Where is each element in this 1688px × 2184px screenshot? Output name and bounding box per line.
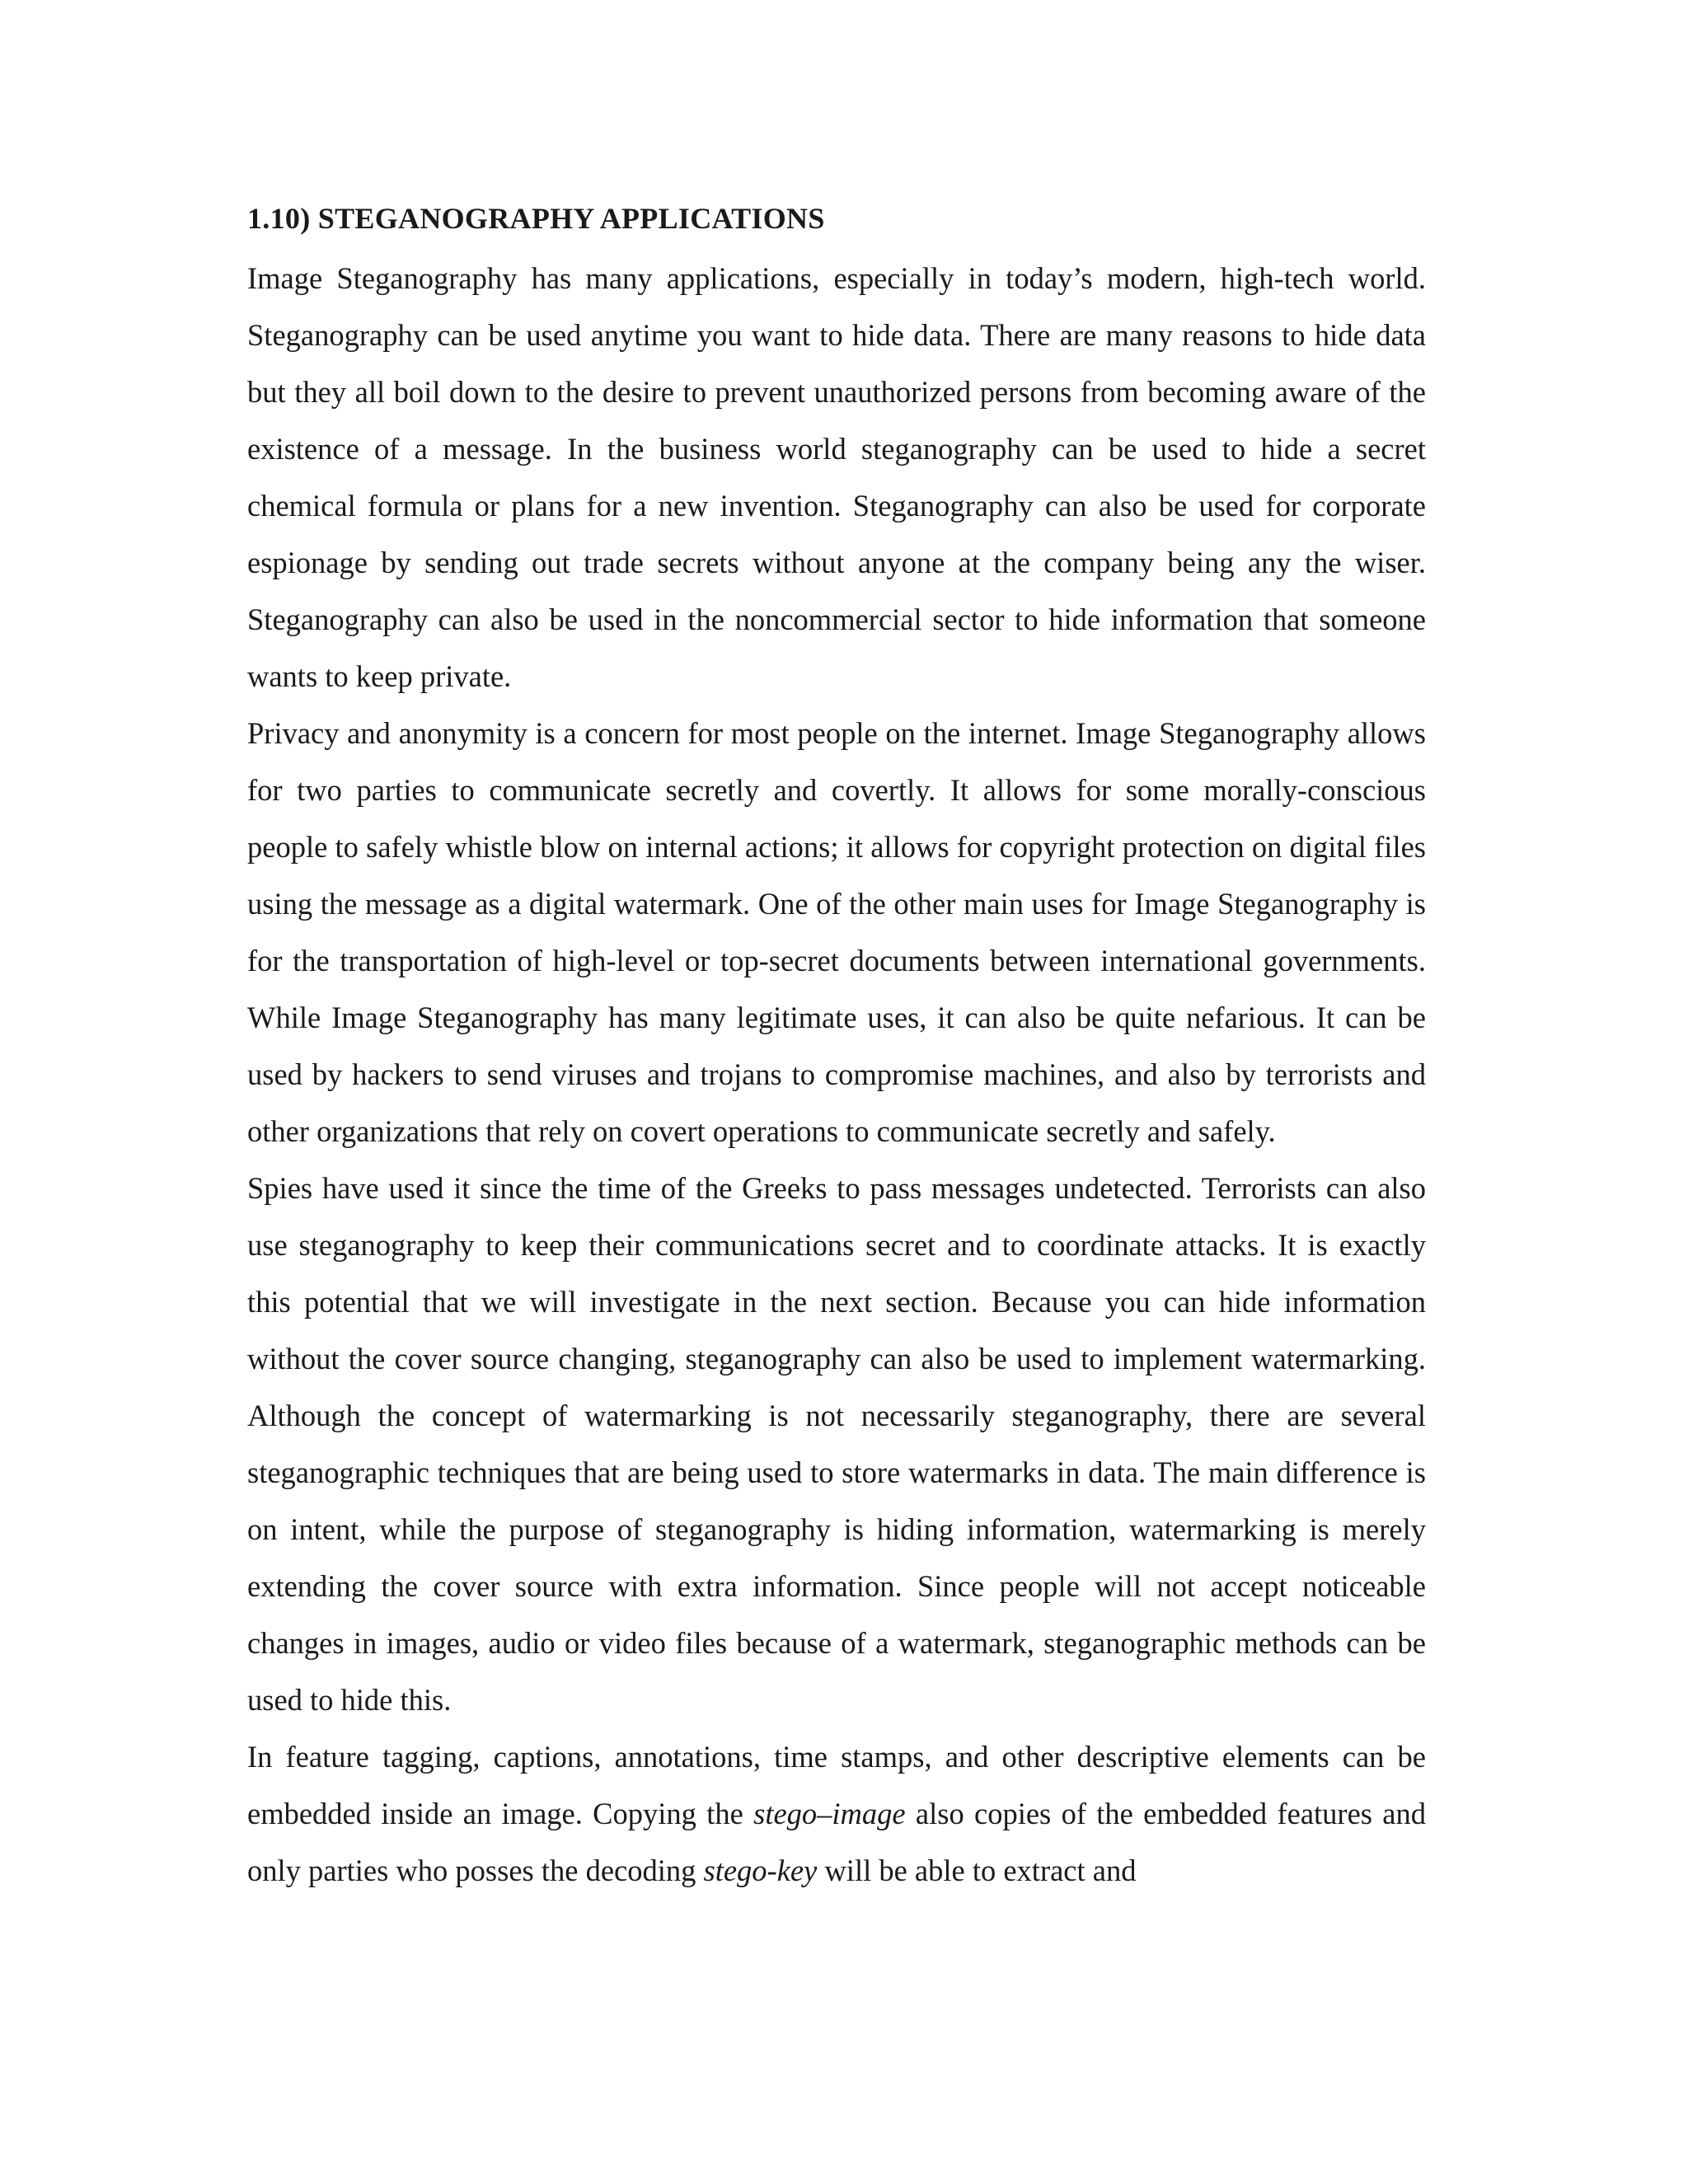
paragraph-spies-watermarking: Spies have used it since the time of the Greeks to pass messages undetected. Terrorists can also use steganography to keep their communications secret and to coordinate attacks. It is exactly this potential that we will investigate in the next section. Because you can hide information without the cover source changing, steganography can also be used to implement watermarking. Although the concept of watermarking is not necessarily steganography, there are several steganographic techniques that are being used to store watermarks in data. The main difference is on intent, while the purpose of steganography is hiding information, watermarking is merely extending the cover source with extra information. Since people will not accept noticeable changes in images, audio or video files because of a watermark, steganographic methods can be used to hide this.	[247, 1171, 1426, 1717]
section-body	[247, 194, 1426, 1899]
feature-tagging-text-2: also copies of the embedded features and only parties who posses the decoding	[247, 1797, 1426, 1887]
paragraph-privacy-anonymity: Privacy and anonymity is a concern for most people on the internet. Image Steganography allows for two parties to communicate secretly and covertly. It allows for some morally-conscious people to safely whistle blow on internal actions; it allows for copyright protection on digital files using the message as a digital watermark. One of the other main uses for Image Steganography is for the transportation of high-level or top-secret documents between international governments. While Image Steganography has many legitimate uses, it can also be quite nefarious. It can be used by hackers to send viruses and trojans to compromise machines, and also by terrorists and other organizations that rely on covert operations to communicate secretly and safely.	[247, 716, 1426, 1148]
feature-tagging-text-3: will be able to extract and	[817, 1854, 1137, 1887]
paragraph-feature-tagging	[247, 1728, 1426, 1899]
section-heading: 1.10) STEGANOGRAPHY APPLICATIONS	[247, 202, 825, 235]
stego-key-term: stego-key	[703, 1854, 818, 1887]
stego-image-term: stego–image	[753, 1797, 906, 1830]
paragraph-applications-intro: Image Steganography has many applications, especially in today’s modern, high-tech world. Steganography can be used anytime you want to hide data. There are many reasons to hide data but they all boil down to the desire to prevent unauthorized persons from becoming aware of the existence of a message. In the business world steganography can be used to hide a secret chemical formula or plans for a new invention. Steganography can also be used for corporate espionage by sending out trade secrets without anyone at the company being any the wiser. Steganography can also be used in the noncommercial sector to hide information that someone wants to keep private.	[247, 261, 1426, 693]
feature-tagging-text-1: In feature tagging, captions, annotations, time stamps, and other descriptive elements can be embedded inside an image. Copying the	[247, 1740, 1426, 1830]
